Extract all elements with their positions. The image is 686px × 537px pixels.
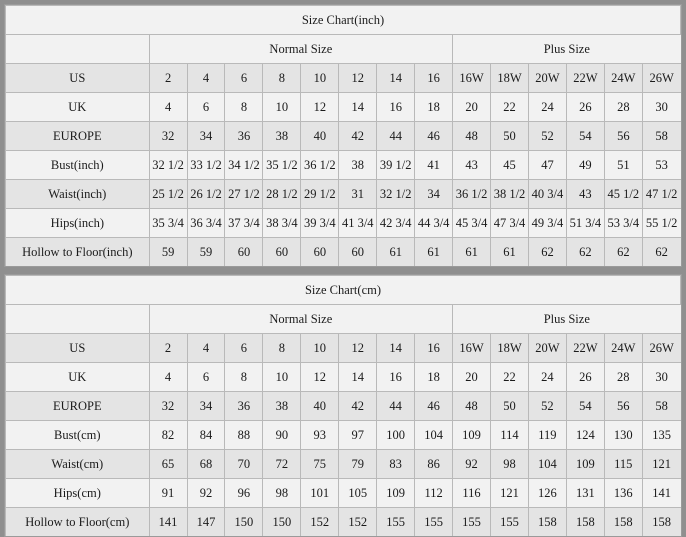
- size-chart-inch: [4, 4, 682, 267]
- cell: 121: [491, 479, 529, 508]
- cell: 58: [642, 392, 680, 421]
- cell: 158: [528, 508, 566, 537]
- cell: 92: [453, 450, 491, 479]
- cell: 40: [301, 392, 339, 421]
- cell: 61: [415, 238, 453, 267]
- cell: 26W: [642, 64, 680, 93]
- cell: 150: [263, 508, 301, 537]
- table-row: [6, 334, 681, 363]
- cell: 48: [453, 392, 491, 421]
- size-chart-inch-table: [5, 5, 681, 266]
- cell: 49: [566, 151, 604, 180]
- cell: 98: [263, 479, 301, 508]
- cell: 42: [339, 392, 377, 421]
- cell: 32: [149, 122, 187, 151]
- cell: 34: [187, 122, 225, 151]
- cell: 59: [149, 238, 187, 267]
- cell: 141: [149, 508, 187, 537]
- cell: 82: [149, 421, 187, 450]
- cell: 124: [566, 421, 604, 450]
- group-header-plus: Plus Size: [453, 305, 681, 334]
- cell: 152: [301, 508, 339, 537]
- cell: 47 1/2: [642, 180, 680, 209]
- cell: 25 1/2: [149, 180, 187, 209]
- cell: 56: [604, 122, 642, 151]
- cell: 40: [301, 122, 339, 151]
- cell: 45: [491, 151, 529, 180]
- cell: 130: [604, 421, 642, 450]
- cell: 41: [415, 151, 453, 180]
- cell: 4: [149, 363, 187, 392]
- cell: 38 3/4: [263, 209, 301, 238]
- cell: 150: [225, 508, 263, 537]
- cell: 56: [604, 392, 642, 421]
- cell: 35 1/2: [263, 151, 301, 180]
- row-label-europe: EUROPE: [6, 122, 150, 151]
- cell: 48: [453, 122, 491, 151]
- cell: 10: [263, 363, 301, 392]
- table-row: [6, 180, 681, 209]
- cell: 36: [225, 122, 263, 151]
- cell: 52: [528, 392, 566, 421]
- cell: 44: [377, 122, 415, 151]
- cell: 93: [301, 421, 339, 450]
- cell: 90: [263, 421, 301, 450]
- row-label-waist: Waist(inch): [6, 180, 150, 209]
- cell: 43: [566, 180, 604, 209]
- row-label-hollow-to-floor: Hollow to Floor(cm): [6, 508, 150, 537]
- cell: 18W: [491, 64, 529, 93]
- cell: 6: [225, 334, 263, 363]
- cell: 12: [301, 363, 339, 392]
- cell: 16: [415, 64, 453, 93]
- cell: 42 3/4: [377, 209, 415, 238]
- cell: 41 3/4: [339, 209, 377, 238]
- cell: 34: [415, 180, 453, 209]
- row-label-uk: UK: [6, 93, 150, 122]
- cell: 16W: [453, 64, 491, 93]
- table-row: [6, 363, 681, 392]
- table-row: [6, 238, 681, 267]
- cell: 26 1/2: [187, 180, 225, 209]
- cell: 60: [301, 238, 339, 267]
- cell: 147: [187, 508, 225, 537]
- cell: 155: [415, 508, 453, 537]
- table-row: [6, 508, 681, 537]
- cell: 14: [339, 93, 377, 122]
- cell: 68: [187, 450, 225, 479]
- cell: 62: [566, 238, 604, 267]
- cell: 6: [187, 363, 225, 392]
- cell: 4: [187, 334, 225, 363]
- cell: 34 1/2: [225, 151, 263, 180]
- cell: 105: [339, 479, 377, 508]
- cell: 36 3/4: [187, 209, 225, 238]
- cell: 6: [187, 93, 225, 122]
- cell: 96: [225, 479, 263, 508]
- cell: 20: [453, 93, 491, 122]
- cell: 98: [491, 450, 529, 479]
- table-row: [6, 151, 681, 180]
- cell: 29 1/2: [301, 180, 339, 209]
- cell: 26: [566, 93, 604, 122]
- cell: 14: [377, 64, 415, 93]
- cell: 38: [263, 392, 301, 421]
- cell: 30: [642, 93, 680, 122]
- cell: 55 1/2: [642, 209, 680, 238]
- cell: 75: [301, 450, 339, 479]
- cell: 109: [566, 450, 604, 479]
- cell: 40 3/4: [528, 180, 566, 209]
- cell: 53: [642, 151, 680, 180]
- cell: 47 3/4: [491, 209, 529, 238]
- table-row: [6, 450, 681, 479]
- cell: 104: [415, 421, 453, 450]
- cell: 62: [528, 238, 566, 267]
- cell: 30: [642, 363, 680, 392]
- cell: 18: [415, 363, 453, 392]
- cell: 8: [263, 64, 301, 93]
- cell: 59: [187, 238, 225, 267]
- cell: 28 1/2: [263, 180, 301, 209]
- cell: 119: [528, 421, 566, 450]
- cell: 92: [187, 479, 225, 508]
- cell: 6: [225, 64, 263, 93]
- cell: 22W: [566, 334, 604, 363]
- cell: 24: [528, 363, 566, 392]
- cell: 20W: [528, 334, 566, 363]
- cell: 121: [642, 450, 680, 479]
- cell: 62: [604, 238, 642, 267]
- cell: 72: [263, 450, 301, 479]
- cell: 112: [415, 479, 453, 508]
- table-row: [6, 93, 681, 122]
- row-label-waist: Waist(cm): [6, 450, 150, 479]
- cell: 88: [225, 421, 263, 450]
- cell: 22W: [566, 64, 604, 93]
- cell: 38: [339, 151, 377, 180]
- cell: 16W: [453, 334, 491, 363]
- cell: 84: [187, 421, 225, 450]
- cell: 155: [453, 508, 491, 537]
- cell: 38: [263, 122, 301, 151]
- cell: 91: [149, 479, 187, 508]
- cell: 16: [415, 334, 453, 363]
- cell: 60: [339, 238, 377, 267]
- table-row: [6, 392, 681, 421]
- group-header-normal: Normal Size: [149, 305, 453, 334]
- table-row: [6, 479, 681, 508]
- corner-cell: [6, 305, 150, 334]
- cell: 109: [377, 479, 415, 508]
- cell: 50: [491, 392, 529, 421]
- row-label-hips: Hips(inch): [6, 209, 150, 238]
- cell: 45 3/4: [453, 209, 491, 238]
- cell: 115: [604, 450, 642, 479]
- cell: 60: [225, 238, 263, 267]
- table-row: [6, 64, 681, 93]
- cell: 114: [491, 421, 529, 450]
- cell: 58: [642, 122, 680, 151]
- cell: 97: [339, 421, 377, 450]
- cell: 39 3/4: [301, 209, 339, 238]
- cell: 24: [528, 93, 566, 122]
- cell: 158: [604, 508, 642, 537]
- cell: 104: [528, 450, 566, 479]
- cell: 36 1/2: [453, 180, 491, 209]
- cell: 8: [225, 93, 263, 122]
- cell: 10: [301, 64, 339, 93]
- cell: 61: [453, 238, 491, 267]
- cell: 32 1/2: [149, 151, 187, 180]
- cell: 61: [377, 238, 415, 267]
- row-label-us: US: [6, 64, 150, 93]
- cell: 152: [339, 508, 377, 537]
- cell: 83: [377, 450, 415, 479]
- cell: 46: [415, 122, 453, 151]
- cell: 79: [339, 450, 377, 479]
- cell: 116: [453, 479, 491, 508]
- cell: 20W: [528, 64, 566, 93]
- cell: 158: [642, 508, 680, 537]
- group-header-plus: Plus Size: [453, 35, 681, 64]
- cell: 37 3/4: [225, 209, 263, 238]
- cell: 16: [377, 363, 415, 392]
- chart-title-row: [6, 6, 681, 35]
- cell: 16: [377, 93, 415, 122]
- cell: 70: [225, 450, 263, 479]
- row-label-hollow-to-floor: Hollow to Floor(inch): [6, 238, 150, 267]
- cell: 54: [566, 122, 604, 151]
- cell: 18W: [491, 334, 529, 363]
- cell: 10: [263, 93, 301, 122]
- cell: 109: [453, 421, 491, 450]
- chart-title: Size Chart(cm): [6, 276, 681, 305]
- cell: 4: [187, 64, 225, 93]
- cell: 10: [301, 334, 339, 363]
- chart-title: Size Chart(inch): [6, 6, 681, 35]
- cell: 31: [339, 180, 377, 209]
- chart-group-row: [6, 305, 681, 334]
- cell: 158: [566, 508, 604, 537]
- cell: 14: [339, 363, 377, 392]
- cell: 18: [415, 93, 453, 122]
- row-label-uk: UK: [6, 363, 150, 392]
- cell: 100: [377, 421, 415, 450]
- cell: 135: [642, 421, 680, 450]
- table-row: [6, 122, 681, 151]
- cell: 20: [453, 363, 491, 392]
- cell: 34: [187, 392, 225, 421]
- cell: 24W: [604, 64, 642, 93]
- cell: 22: [491, 93, 529, 122]
- cell: 8: [263, 334, 301, 363]
- cell: 22: [491, 363, 529, 392]
- cell: 50: [491, 122, 529, 151]
- cell: 44: [377, 392, 415, 421]
- cell: 12: [339, 334, 377, 363]
- cell: 26: [566, 363, 604, 392]
- cell: 24W: [604, 334, 642, 363]
- cell: 45 1/2: [604, 180, 642, 209]
- cell: 32 1/2: [377, 180, 415, 209]
- cell: 39 1/2: [377, 151, 415, 180]
- cell: 36 1/2: [301, 151, 339, 180]
- cell: 131: [566, 479, 604, 508]
- table-row: [6, 209, 681, 238]
- cell: 2: [149, 334, 187, 363]
- row-label-us: US: [6, 334, 150, 363]
- cell: 86: [415, 450, 453, 479]
- cell: 28: [604, 363, 642, 392]
- chart-group-row: [6, 35, 681, 64]
- corner-cell: [6, 35, 150, 64]
- cell: 61: [491, 238, 529, 267]
- cell: 36: [225, 392, 263, 421]
- cell: 44 3/4: [415, 209, 453, 238]
- row-label-bust: Bust(inch): [6, 151, 150, 180]
- cell: 136: [604, 479, 642, 508]
- table-row: [6, 421, 681, 450]
- cell: 46: [415, 392, 453, 421]
- cell: 14: [377, 334, 415, 363]
- cell: 38 1/2: [491, 180, 529, 209]
- cell: 8: [225, 363, 263, 392]
- cell: 12: [301, 93, 339, 122]
- size-chart-cm: [4, 274, 682, 537]
- cell: 47: [528, 151, 566, 180]
- cell: 26W: [642, 334, 680, 363]
- cell: 101: [301, 479, 339, 508]
- cell: 155: [377, 508, 415, 537]
- cell: 53 3/4: [604, 209, 642, 238]
- cell: 43: [453, 151, 491, 180]
- cell: 54: [566, 392, 604, 421]
- chart-title-row: [6, 276, 681, 305]
- cell: 2: [149, 64, 187, 93]
- cell: 33 1/2: [187, 151, 225, 180]
- cell: 35 3/4: [149, 209, 187, 238]
- cell: 27 1/2: [225, 180, 263, 209]
- cell: 12: [339, 64, 377, 93]
- cell: 65: [149, 450, 187, 479]
- cell: 4: [149, 93, 187, 122]
- cell: 155: [491, 508, 529, 537]
- cell: 49 3/4: [528, 209, 566, 238]
- cell: 32: [149, 392, 187, 421]
- cell: 42: [339, 122, 377, 151]
- size-chart-cm-table: [5, 275, 681, 536]
- row-label-bust: Bust(cm): [6, 421, 150, 450]
- cell: 28: [604, 93, 642, 122]
- group-header-normal: Normal Size: [149, 35, 453, 64]
- cell: 126: [528, 479, 566, 508]
- row-label-europe: EUROPE: [6, 392, 150, 421]
- cell: 51 3/4: [566, 209, 604, 238]
- cell: 52: [528, 122, 566, 151]
- cell: 51: [604, 151, 642, 180]
- cell: 141: [642, 479, 680, 508]
- row-label-hips: Hips(cm): [6, 479, 150, 508]
- cell: 60: [263, 238, 301, 267]
- cell: 62: [642, 238, 680, 267]
